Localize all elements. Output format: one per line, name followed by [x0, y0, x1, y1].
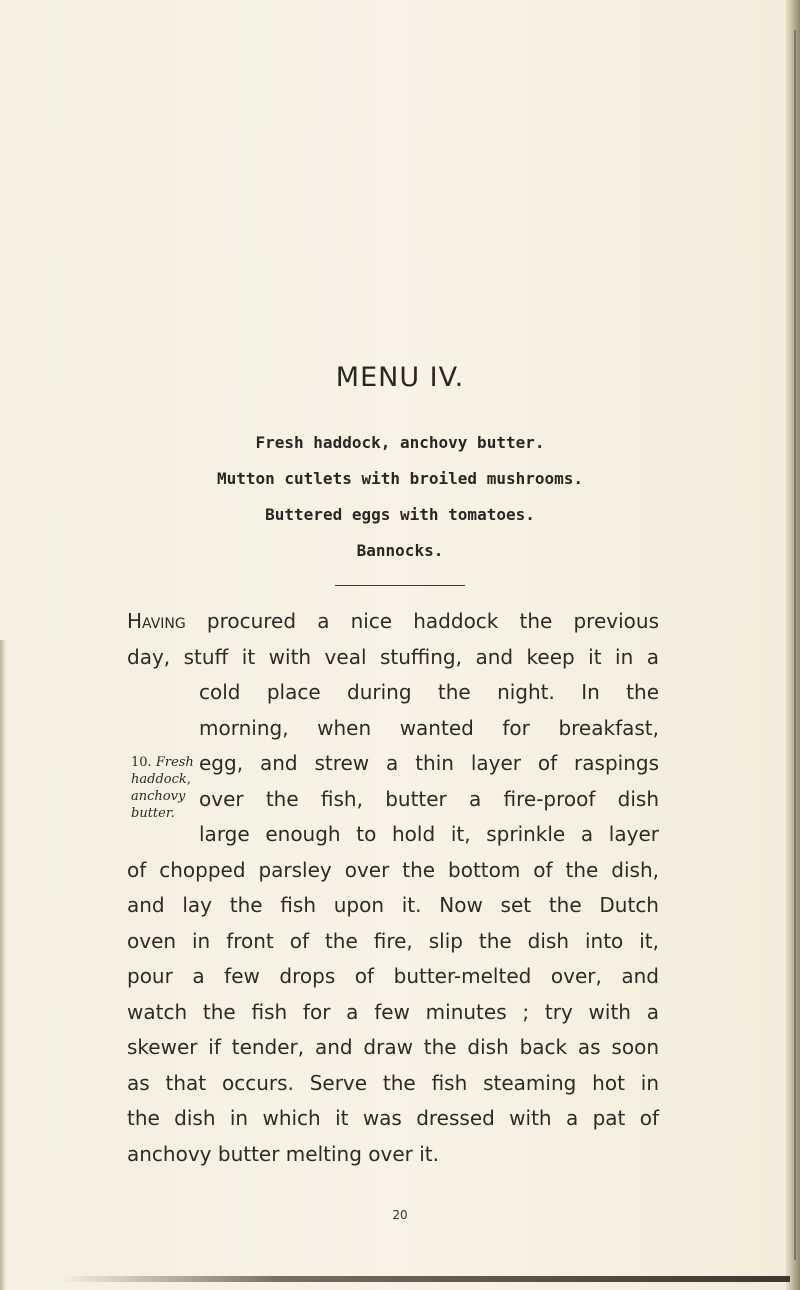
recipe-line: over the fish, butter a fire-proof dish	[199, 786, 659, 811]
recipe-line: the dish in which it was dressed with a pat of	[127, 1106, 659, 1130]
margin-note-line: Fresh	[155, 755, 194, 770]
page-edge	[786, 0, 800, 1290]
recipe-line: Having procured a nice haddock the previous	[127, 609, 659, 633]
menu-title: MENU IV.	[335, 362, 465, 393]
menu-item: Fresh haddock, anchovy butter.	[255, 433, 545, 452]
binding-line	[794, 30, 796, 1260]
recipe-line: morning, when wanted for breakfast,	[199, 715, 659, 740]
menu-item: Mutton cutlets with broiled mushrooms.	[216, 469, 584, 488]
page-shadow	[0, 640, 6, 1290]
menu-item: Bannocks.	[356, 541, 444, 560]
recipe-line: pour a few drops of butter-melted over, and	[127, 964, 659, 988]
margin-note-number: 10.	[131, 755, 152, 770]
margin-note	[131, 754, 201, 822]
recipe-line: oven in front of the fire, slip the dish into it,	[127, 928, 659, 953]
recipe-line: of chopped parsley over the bottom of the dish,	[127, 857, 659, 882]
margin-note-line: haddock,	[131, 772, 191, 787]
recipe-first-word: Having	[127, 609, 186, 633]
margin-note-line: butter.	[131, 806, 175, 821]
margin-note-line: anchovy	[131, 789, 186, 804]
menu-item: Buttered eggs with tomatoes.	[265, 505, 535, 524]
bottom-edge	[60, 1276, 790, 1282]
recipe-line: cold place during the night. In the	[199, 680, 659, 704]
page-number: 20	[392, 1208, 408, 1222]
recipe-line: watch the fish for a few minutes ; try with a	[127, 999, 659, 1024]
recipe-line: skewer if tender, and draw the dish back as soon	[127, 1035, 659, 1059]
menu-list	[0, 425, 800, 569]
recipe-line: large enough to hold it, sprinkle a layer	[199, 822, 659, 846]
recipe-line: egg, and strew a thin layer of raspings	[199, 751, 659, 775]
recipe-text	[127, 604, 659, 1172]
section-divider	[335, 585, 465, 586]
recipe-line: and lay the fish upon it. Now set the Dutch	[127, 893, 659, 917]
recipe-line: anchovy butter melting over it.	[127, 1141, 439, 1166]
recipe-line: day, stuff it with veal stuffing, and keep it in a	[127, 644, 659, 669]
recipe-line: as that occurs. Serve the fish steaming hot in	[127, 1070, 659, 1095]
